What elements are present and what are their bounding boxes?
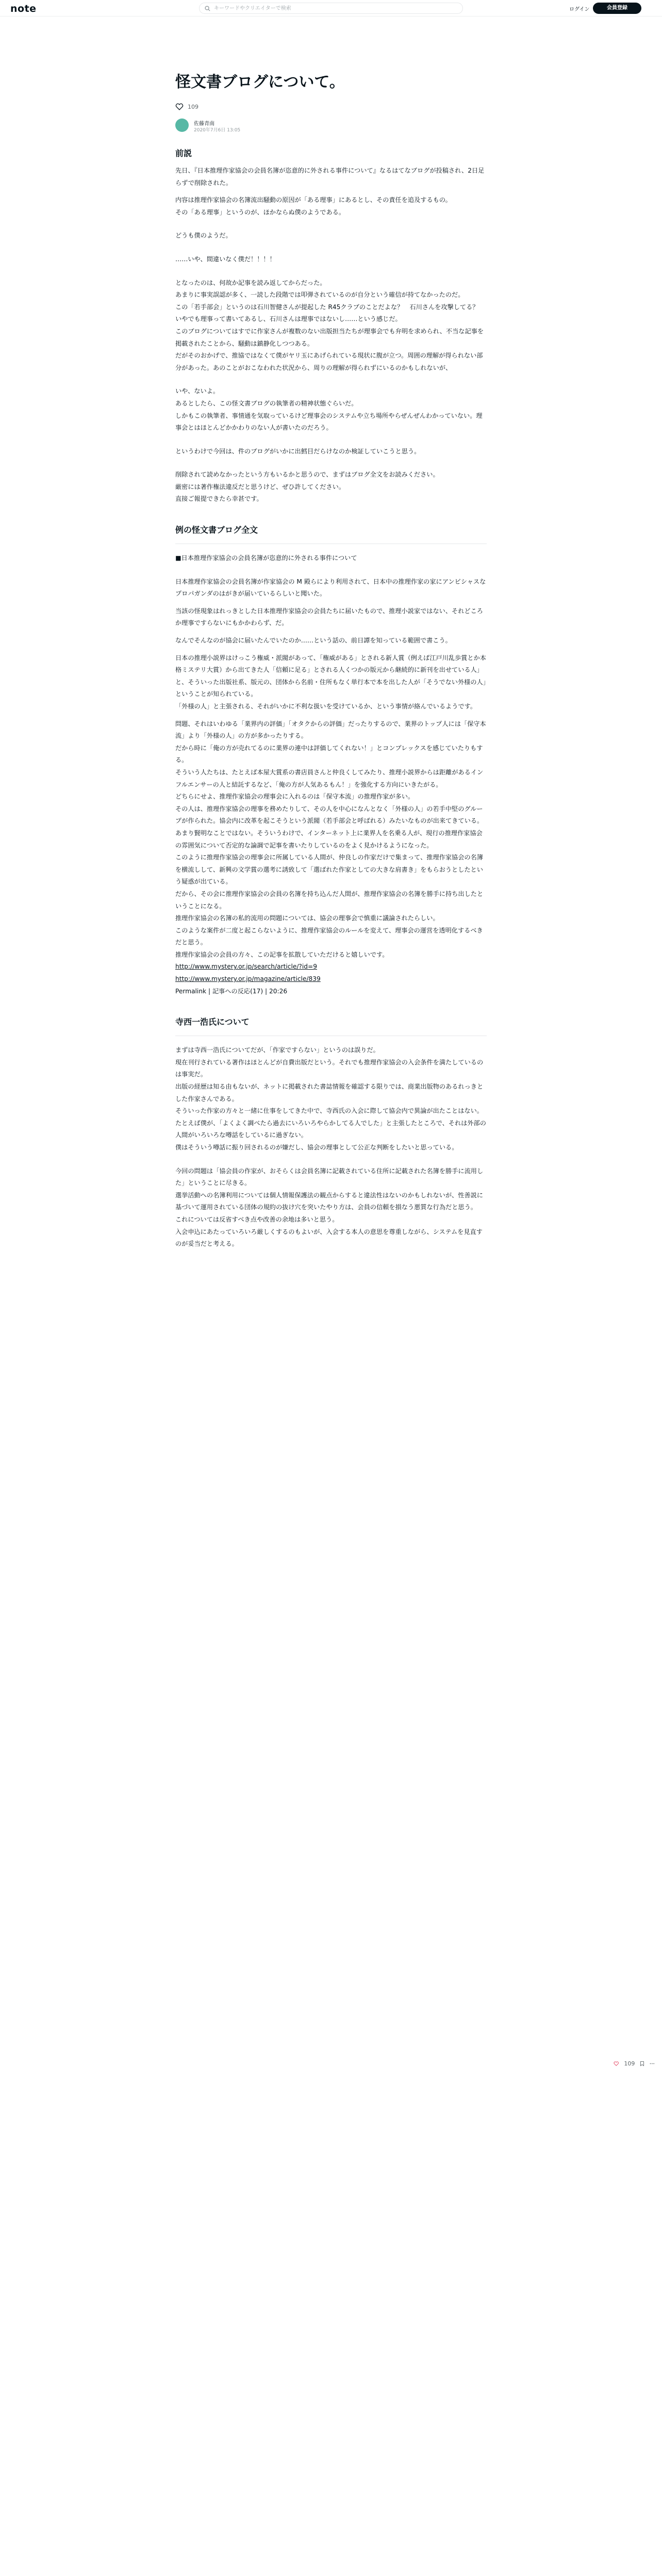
- paragraph: 選挙活動への名簿利用については個人情報保護法の観点からすると違法性はないのかもしれないが、性善説に基づいて運用されている団体の規約の抜け穴を突いたやり方は、会員の信頼を損なう悪質な行為だと思う。: [175, 1191, 483, 1211]
- paragraph: だから時に「俺の方が売れてるのに業界の連中は評価してくれない！」とコンプレックスを感じていたりもする。: [175, 744, 483, 764]
- paragraph: というわけで今回は、件のブログがいかに出鱈目だらけなのか検証していこうと思う。: [175, 447, 421, 455]
- paragraph: 先日、『日本推理作家協会の会員名簿が恣意的に外される事件について』なるはてなブログが投稿され、2日足らずで削除された。: [175, 167, 485, 187]
- paragraph: しかもこの執筆者、事情通を気取っているけど理事会のシステムや立ち場所やらぜんぜんわかっていない。理事会とはほとんどかかわりのない人が書いたのだろう。: [175, 412, 483, 432]
- paragraph: あるとしたら、この怪文書ブログの執筆者の精神状態ぐらいだ。: [175, 399, 358, 407]
- like-count: 109: [188, 103, 198, 110]
- paragraph: 推理作家協会の名簿の私的流用の問題については、協会の理事会で慎重に議論されたらしい。: [175, 914, 439, 922]
- paragraph: 直接ご報提できたら幸甚です。: [175, 495, 263, 503]
- paragraph: 入会申込にあたっていろいろ厳しくするのもよいが、入会する本人の意思を尊重しながら、システムを見直すのが妥当だと考える。: [175, 1228, 483, 1248]
- paragraph: その「ある理事」というのが、ほかならぬ僕のようである。: [175, 208, 345, 216]
- paragraph: 「外様の人」と主張される、それがいかに不利な扱いを受けているか、という事情が絡んでいるようです。: [175, 703, 477, 710]
- paragraph: 日本推理作家協会の会員名簿が作家協会の M 殿らにより利用されて、日本中の推理作家の家にアンビシャスなプロパガンダのはがきが届いているらしいと聞いた。: [175, 578, 486, 598]
- top-header: [0, 0, 662, 16]
- paragraph: 現在刊行されている著作はほとんどが自費出版だという。それでも推理作家協会の入会条件を満たしているのは事実だ。: [175, 1058, 484, 1078]
- paragraph: あまり賢明なことではない。そういうわけで、インターネット上に業界人を名乗る人が、現行の推理作家協会の雰囲気について否定的な論調で記事を書いたりしているのをよく見かけるようになった。: [175, 829, 483, 849]
- like-bar: [175, 102, 487, 111]
- article-body: [175, 147, 487, 1250]
- article-title: 怪文書ブログについて。: [175, 73, 345, 91]
- paragraph: このような案件が二度と起こらないように、推理作家協会のルールを変えて、理事会の運営を透明化するべきだと思う。: [175, 926, 483, 946]
- paragraph: 僕はそういう噂話に振り回されるのが嫌だし、協会の理事として公正な判断をしたいと思っている。: [175, 1144, 458, 1151]
- paragraph: このブログについてはすでに作家さんが複数のない出版担当たちが理事会でも弁明を求められ、不当な記事を掲載されたことから、騒動は鎮静化しつつある。: [175, 327, 484, 347]
- paragraph: その人は、推理作家協会の理事を務めたりして、その人を中心になんとなく「外様の人」の若手中堅のグループが作られた。協会内に改革を起こそうという派閥（若手部会と呼ばれる）みたいなものが出来てきている。: [175, 805, 484, 825]
- side-action-bar: [614, 2058, 655, 2069]
- login-link[interactable]: ログイン: [569, 7, 590, 12]
- paragraph: ……いや、間違いなく僕だ！！！！: [175, 255, 276, 263]
- paragraph: 出版の経歴は知る由もないが、ネットに掲載された書誌情報を確認する限りでは、商業出版物のあるれっきとした作家さんである。: [175, 1083, 484, 1103]
- external-link[interactable]: http://www.mystery.or.jp/search/article/?id=9: [175, 963, 317, 971]
- paragraph: このように推理作家協会の理事会に所属している人間が、仲良しの作家だけで集まって、推理作家協会の名簿を横流しして、新興の文学賞の選考に誘致して「選ばれた作家としての大きな肩書き」をもらおうとしたという疑惑が出ている。: [175, 854, 483, 886]
- bookmark-icon[interactable]: [640, 2060, 644, 2067]
- more-icon[interactable]: [650, 2060, 655, 2067]
- author-block[interactable]: [175, 118, 487, 133]
- paragraph: となったのは、何故か記事を読み返してからだった。: [175, 279, 326, 286]
- section-heading-teranishi: 寺西一浩氏について: [175, 1017, 250, 1027]
- paragraph: 削除されて読めなかったという方もいるかと思うので、まずはブログ全文をお読みください。: [175, 471, 439, 479]
- paragraph: だから、その会に推理作家協会の会員の名簿を持ち込んだ人間が、推理作家協会の名簿を勝手に持ち出したということになる。: [175, 890, 484, 910]
- search-input[interactable]: [214, 5, 456, 12]
- paragraph: あまりに事実誤認が多く、一読した段階では叩弾されているのが自分という確信が持てなかったのだ。: [175, 291, 465, 299]
- paragraph: なんでそんなのが協会に届いたんでいたのか……という話の、前日譚を知っている範囲で書こう。: [175, 637, 452, 645]
- paragraph: 推理作家協会の会員の方々、この記事を拡散していただけると嬉しいです。: [175, 951, 389, 958]
- paragraph: 当該の怪現象はれっきとした日本推理作家協会の会員たちに届いたもので、推理小説家ではない、それどころか理事ですらないにもかかわらず、だ。: [175, 607, 483, 627]
- paragraph: 内容は推理作家協会の名簿流出騒動の原因が「ある理事」にあるとし、その責任を追及するもの。: [175, 196, 452, 204]
- section-heading-preface: 前説: [175, 148, 192, 158]
- paragraph: たとえば僕が、「よくよく調べたら過去にいろいろやらかしてる人でした」と主張したところで、それは外部の人間がいろいろな噂話をしているに過ぎない。: [175, 1119, 486, 1139]
- heart-icon[interactable]: [175, 103, 184, 110]
- permalink-line[interactable]: Permalink | 記事への反応(17) | 20:26: [175, 987, 288, 995]
- paragraph: 日本の推理小説界はけっこう権威・派閥があって、「権威がある」とされる新人賞（例えば江戸川乱歩賞とか本格ミステリ大賞）から出てきた人「信頼に足る」とされる人くつかの版元から継続的に新刊を出せている人」と、そういった出版社系、版元の、団体から名前・住所もなく単行本で本を出した人が「そうでない外様の人」ということが知られている。: [175, 654, 486, 698]
- author-name[interactable]: 佐藤青南: [194, 121, 214, 127]
- post-date: 2020年7月6日 13:05: [194, 128, 241, 133]
- note-logo[interactable]: note: [10, 3, 37, 14]
- paragraph: だがそのおかげで、推協ではなくて僕がヤリ玉にあげられている現状に腹が立つ。周囲の理解が得られない部分があった。あのことがおこなわれた状況から、周りの理解が得られずにいるのかもしれないが、: [175, 352, 483, 371]
- paragraph: 厳密には著作権法違反だと思うけど、ぜひ許してください。: [175, 483, 345, 490]
- paragraph: いや、ないよ。: [175, 387, 220, 395]
- paragraph: そういう人たちは、たとえば本屋大賞系の書店員さんと仲良くしてみたり、推理小説界からは距離があるインフルエンサーの人と結託するなど、「俺の方が人気あるもん！」を強化する方向にいきたがる。: [175, 768, 484, 788]
- signup-button[interactable]: 会員登録: [593, 3, 641, 14]
- author-avatar[interactable]: [175, 118, 189, 132]
- paragraph: まずは寺西一浩氏についてだが、「作家ですらない」というのは誤りだ。: [175, 1046, 379, 1054]
- article: [175, 72, 487, 1250]
- paragraph: どうも僕のようだ。: [175, 232, 232, 240]
- paragraph: これについては反省すべき点や改善の余地は多いと思う。: [175, 1215, 339, 1223]
- search-box[interactable]: [199, 3, 463, 14]
- heart-icon[interactable]: [614, 2060, 619, 2067]
- paragraph: そういった作家の方々と一緒に仕事をしてきた中で、寺西氏の入会に際して協会内で異論が出たことはない。: [175, 1107, 483, 1115]
- paragraph: 今回の問題は「協会員の作家が、おそらくは会員名簿に記載されている住所に記載された名簿を勝手に流用した」ということに尽きる。: [175, 1167, 484, 1187]
- paragraph: ■日本推理作家協会の会員名簿が恣意的に外される事件について: [175, 554, 357, 562]
- paragraph: この「若手部会」というのは石川智健さんが提起した R45クラブのことだよな？ 石川さんを攻撃してる？ いやでも理事って書いてあるし、石川さんは理事ではないし……という感じだ。: [175, 303, 485, 323]
- search-icon: [205, 6, 210, 11]
- paragraph: 問題、それはいわゆる「業界内の評価」「オタクからの評価」だったりするので、業界のトップ人には「保守本流」より「外様の人」の方が多かったりする。: [175, 720, 486, 740]
- section-heading-example: 例の怪文書ブログ全文: [175, 525, 258, 535]
- side-like-count: 109: [624, 2060, 635, 2067]
- paragraph: どちらにせよ、推理作家協会の理事会に入れるのは「保守本流」の推理作家が多い。: [175, 793, 415, 801]
- external-link[interactable]: http://www.mystery.or.jp/magazine/article/839: [175, 975, 321, 983]
